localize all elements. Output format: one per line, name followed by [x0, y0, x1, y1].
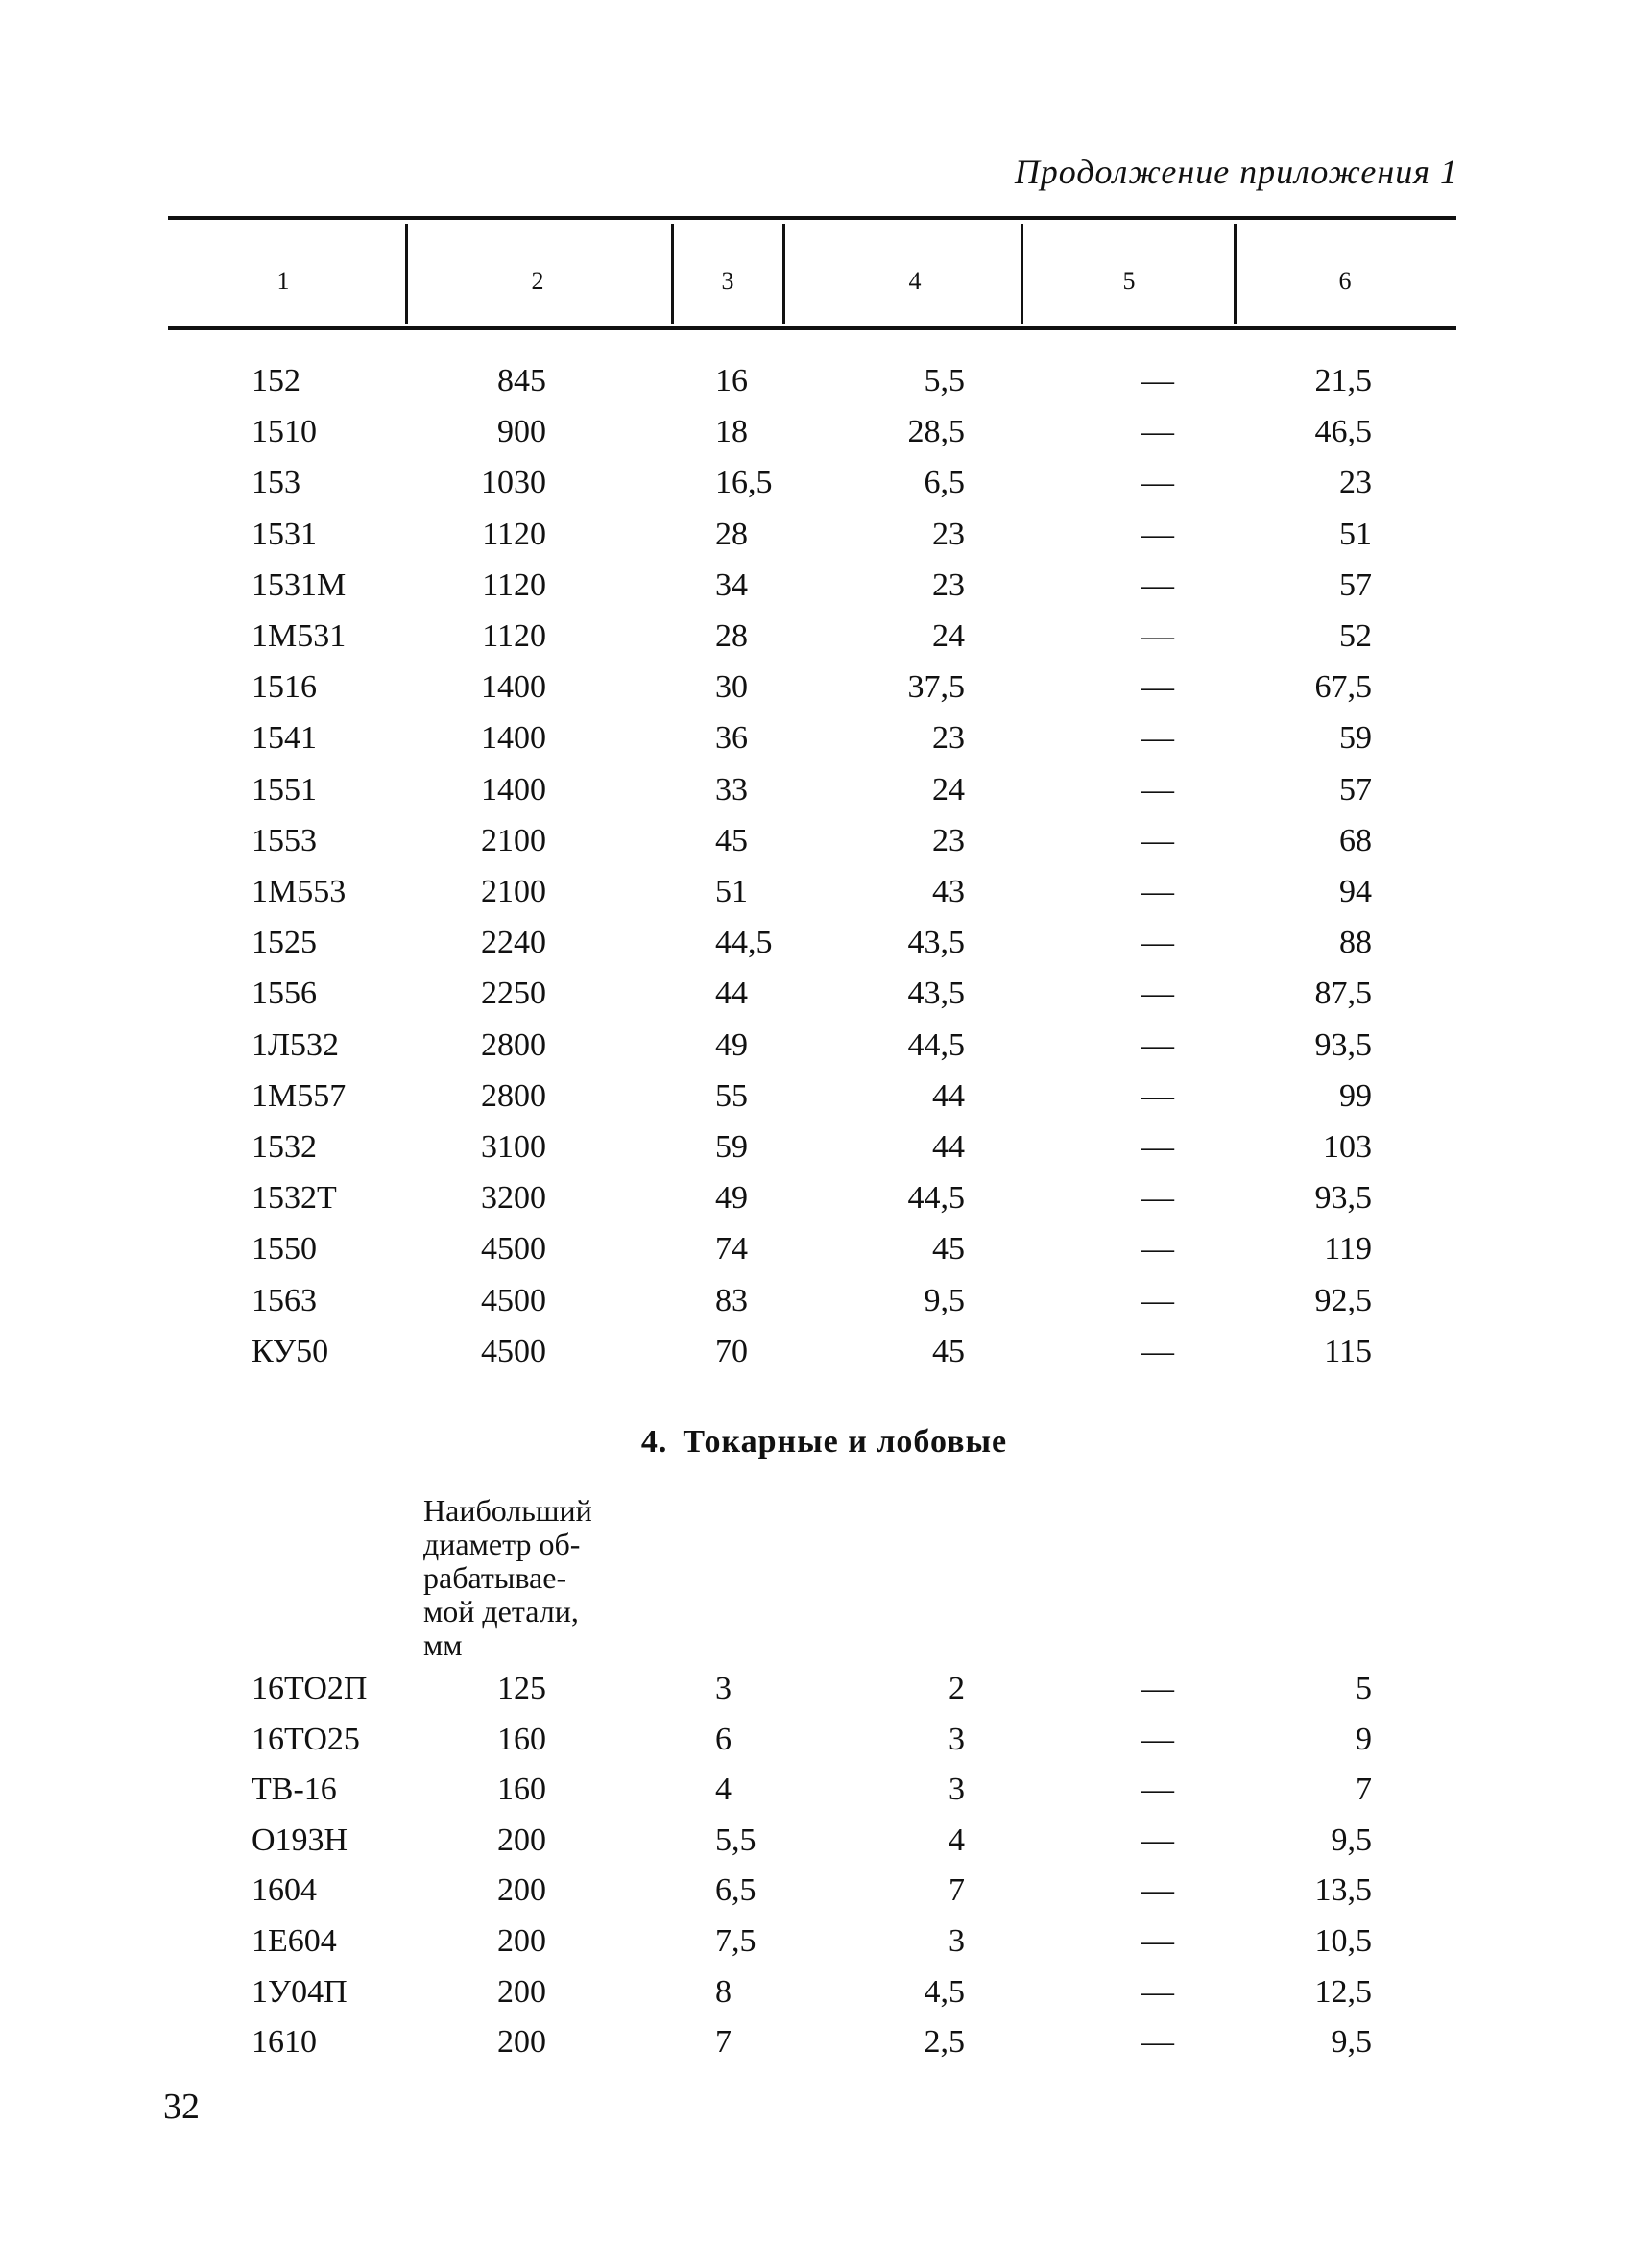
cell-col-5: — [1141, 618, 1174, 654]
cell-col-5: — [1141, 1772, 1174, 1808]
cell-col-2: 1400 [481, 669, 546, 706]
cell-col-5: — [1141, 771, 1174, 808]
cell-col-2: 200 [497, 2024, 546, 2061]
cell-col-3: 44 [715, 976, 748, 1012]
cell-col-2: 4500 [481, 1282, 546, 1318]
subheader-line: диаметр об- [423, 1527, 581, 1561]
cell-col-3: 49 [715, 1180, 748, 1217]
table-row [0, 618, 1633, 669]
cell-col-2: 200 [497, 1973, 546, 2010]
cell-col-4: 2 [949, 1671, 965, 1706]
cell-col-5: — [1141, 925, 1174, 961]
table-row [0, 517, 1633, 567]
cell-col-6: 103 [1323, 1129, 1372, 1165]
table-row [0, 1129, 1633, 1180]
cell-col-4: 4 [949, 1822, 965, 1858]
cell-col-2: 3200 [481, 1180, 546, 1217]
cell-col-3: 51 [715, 874, 748, 909]
cell-col-6: 94 [1339, 874, 1372, 909]
cell-col-1: 1604 [252, 1872, 317, 1909]
cell-col-2: 4500 [481, 1231, 546, 1267]
table-row [0, 772, 1633, 823]
cell-col-1: 1550 [252, 1231, 317, 1267]
table-row [0, 465, 1633, 516]
cell-col-2: 1030 [481, 465, 546, 501]
cell-col-6: 51 [1339, 516, 1372, 552]
cell-col-1: 1М557 [252, 1077, 347, 1114]
cell-col-6: 9,5 [1331, 1822, 1372, 1858]
cell-col-5: — [1141, 822, 1174, 858]
cell-col-3: 6 [715, 1721, 732, 1757]
cell-col-6: 115 [1324, 1333, 1372, 1369]
cell-col-3: 16 [715, 363, 748, 398]
table-row [0, 363, 1633, 414]
table-row [0, 823, 1633, 874]
cell-col-1: 1510 [252, 414, 317, 450]
cell-col-6: 68 [1339, 822, 1372, 858]
continuation-heading: Продолжение приложения 1 [1014, 153, 1458, 191]
cell-col-6: 9,5 [1331, 2024, 1372, 2061]
cell-col-6: 23 [1339, 465, 1372, 501]
cell-col-2: 200 [497, 1872, 546, 1909]
cell-col-4: 44,5 [907, 1180, 965, 1217]
cell-col-2: 1400 [481, 771, 546, 808]
cell-col-6: 93,5 [1314, 1180, 1372, 1217]
table-row [0, 976, 1633, 1026]
cell-col-3: 28 [715, 618, 748, 654]
cell-col-6: 12,5 [1314, 1973, 1372, 2010]
table-row [0, 414, 1633, 465]
cell-col-1: 1610 [252, 2024, 317, 2061]
table-row [0, 1283, 1633, 1334]
cell-col-5: — [1141, 567, 1174, 603]
cell-col-6: 93,5 [1314, 1026, 1372, 1063]
cell-col-3: 70 [715, 1333, 748, 1369]
cell-col-6: 57 [1339, 567, 1372, 603]
table-row [0, 1334, 1633, 1385]
table-header-rule [168, 326, 1456, 330]
column-2-subheader [423, 1494, 654, 1662]
cell-col-1: 16ТО25 [252, 1721, 360, 1757]
table-row [0, 1772, 1633, 1822]
cell-col-2: 160 [497, 1772, 546, 1808]
cell-col-6: 92,5 [1314, 1282, 1372, 1318]
cell-col-6: 59 [1339, 720, 1372, 757]
table-row [0, 669, 1633, 720]
cell-col-4: 3 [949, 1923, 965, 1959]
cell-col-3: 6,5 [715, 1872, 756, 1909]
cell-col-5: — [1141, 1822, 1174, 1858]
cell-col-5: — [1141, 1026, 1174, 1063]
cell-col-1: 1У04П [252, 1973, 348, 2010]
cell-col-1: 1Л532 [252, 1026, 340, 1063]
cell-col-1: 152 [252, 363, 300, 398]
cell-col-3: 83 [715, 1282, 748, 1318]
cell-col-4: 3 [949, 1772, 965, 1808]
cell-col-5: — [1141, 874, 1174, 909]
cell-col-1: 1М553 [252, 874, 347, 909]
cell-col-4: 43,5 [907, 925, 965, 961]
page-number: 32 [163, 2087, 200, 2127]
cell-col-2: 2240 [481, 925, 546, 961]
table-row [0, 1231, 1633, 1282]
cell-col-5: — [1141, 1333, 1174, 1369]
table-row [0, 1078, 1633, 1129]
cell-col-6: 99 [1339, 1077, 1372, 1114]
cell-col-3: 28 [715, 516, 748, 552]
cell-col-3: 49 [715, 1026, 748, 1063]
cell-col-4: 23 [932, 567, 965, 603]
cell-col-6: 46,5 [1314, 414, 1372, 450]
table-top-rule [168, 216, 1456, 220]
table-row [0, 1822, 1633, 1873]
cell-col-1: КУ50 [252, 1333, 329, 1369]
cell-col-2: 125 [497, 1671, 546, 1706]
cell-col-2: 2100 [481, 822, 546, 858]
cell-col-5: — [1141, 1077, 1174, 1114]
cell-col-1: 1516 [252, 669, 317, 706]
cell-col-3: 74 [715, 1231, 748, 1267]
cell-col-1: 1541 [252, 720, 317, 757]
cell-col-1: 1563 [252, 1282, 317, 1318]
column-header-2: 2 [531, 267, 544, 295]
cell-col-2: 4500 [481, 1333, 546, 1369]
cell-col-4: 23 [932, 516, 965, 552]
table-row [0, 720, 1633, 771]
column-header-3: 3 [721, 267, 734, 295]
table-row [0, 1027, 1633, 1078]
cell-col-1: О193Н [252, 1822, 348, 1858]
cell-col-3: 7,5 [715, 1923, 756, 1959]
section-name: Токарные и лобовые [683, 1424, 1008, 1460]
cell-col-5: — [1141, 2024, 1174, 2061]
cell-col-6: 7 [1356, 1772, 1372, 1808]
cell-col-4: 45 [932, 1333, 965, 1369]
table-row [0, 567, 1633, 618]
cell-col-6: 5 [1356, 1671, 1372, 1706]
cell-col-5: — [1141, 1973, 1174, 2010]
cell-col-3: 3 [715, 1671, 732, 1706]
table-row [0, 1671, 1633, 1722]
column-header-4: 4 [908, 267, 922, 295]
subheader-line: мм [423, 1628, 463, 1662]
cell-col-1: 1М531 [252, 618, 347, 654]
cell-col-1: 1525 [252, 925, 317, 961]
cell-col-1: 1553 [252, 822, 317, 858]
cell-col-5: — [1141, 1721, 1174, 1757]
table-row [0, 1722, 1633, 1773]
subheader-line: рабатывае- [423, 1560, 567, 1595]
table-row [0, 2024, 1633, 2075]
cell-col-1: 1Е604 [252, 1923, 337, 1959]
cell-col-5: — [1141, 976, 1174, 1012]
table-row [0, 1974, 1633, 2025]
cell-col-4: 7 [949, 1872, 965, 1909]
cell-col-3: 33 [715, 771, 748, 808]
cell-col-4: 43,5 [907, 976, 965, 1012]
cell-col-3: 55 [715, 1077, 748, 1114]
cell-col-4: 37,5 [907, 669, 965, 706]
cell-col-2: 1400 [481, 720, 546, 757]
cell-col-4: 44 [932, 1077, 965, 1114]
cell-col-3: 16,5 [715, 465, 773, 501]
cell-col-2: 1120 [482, 516, 546, 552]
column-header-1: 1 [276, 267, 290, 295]
cell-col-2: 845 [497, 363, 546, 398]
cell-col-2: 3100 [481, 1129, 546, 1165]
cell-col-3: 30 [715, 669, 748, 706]
cell-col-1: ТВ-16 [252, 1772, 337, 1808]
cell-col-3: 45 [715, 822, 748, 858]
cell-col-6: 119 [1324, 1231, 1372, 1267]
cell-col-4: 5,5 [924, 363, 965, 398]
cell-col-1: 16ТО2П [252, 1671, 368, 1706]
cell-col-4: 44 [932, 1129, 965, 1165]
table-row [0, 1923, 1633, 1974]
cell-col-4: 4,5 [924, 1973, 965, 2010]
cell-col-4: 6,5 [924, 465, 965, 501]
cell-col-3: 5,5 [715, 1822, 756, 1858]
cell-col-4: 23 [932, 720, 965, 757]
cell-col-3: 18 [715, 414, 748, 450]
cell-col-2: 2250 [481, 976, 546, 1012]
cell-col-3: 34 [715, 567, 748, 603]
cell-col-3: 59 [715, 1129, 748, 1165]
cell-col-2: 200 [497, 1923, 546, 1959]
cell-col-2: 1120 [482, 618, 546, 654]
cell-col-4: 2,5 [924, 2024, 965, 2061]
section-number: 4. [640, 1424, 668, 1460]
cell-col-2: 2100 [481, 874, 546, 909]
column-divider [671, 224, 674, 324]
cell-col-4: 24 [932, 771, 965, 808]
column-divider [1021, 224, 1023, 324]
cell-col-4: 23 [932, 822, 965, 858]
cell-col-4: 24 [932, 618, 965, 654]
cell-col-5: — [1141, 1872, 1174, 1909]
cell-col-1: 1532 [252, 1129, 317, 1165]
cell-col-4: 43 [932, 874, 965, 909]
column-header-6: 6 [1338, 267, 1352, 295]
cell-col-1: 1531М [252, 567, 347, 603]
column-divider [782, 224, 785, 324]
cell-col-6: 67,5 [1314, 669, 1372, 706]
cell-col-5: — [1141, 720, 1174, 757]
cell-col-2: 900 [497, 414, 546, 450]
cell-col-5: — [1141, 1923, 1174, 1959]
cell-col-5: — [1141, 1231, 1174, 1267]
cell-col-6: 9 [1356, 1721, 1372, 1757]
table-row [0, 925, 1633, 976]
column-header-5: 5 [1122, 267, 1136, 295]
column-divider [1234, 224, 1237, 324]
cell-col-6: 21,5 [1314, 363, 1372, 398]
cell-col-4: 3 [949, 1721, 965, 1757]
cell-col-5: — [1141, 1129, 1174, 1165]
cell-col-2: 160 [497, 1721, 546, 1757]
table-row [0, 1872, 1633, 1923]
cell-col-4: 44,5 [907, 1026, 965, 1063]
cell-col-2: 1120 [482, 567, 546, 603]
cell-col-3: 7 [715, 2024, 732, 2061]
cell-col-2: 2800 [481, 1026, 546, 1063]
cell-col-5: — [1141, 669, 1174, 706]
cell-col-5: — [1141, 1671, 1174, 1706]
cell-col-5: — [1141, 363, 1174, 398]
cell-col-4: 45 [932, 1231, 965, 1267]
cell-col-3: 8 [715, 1973, 732, 2010]
cell-col-3: 36 [715, 720, 748, 757]
cell-col-3: 44,5 [715, 925, 773, 961]
table-row [0, 1180, 1633, 1231]
cell-col-1: 1551 [252, 771, 317, 808]
cell-col-6: 87,5 [1314, 976, 1372, 1012]
cell-col-6: 88 [1339, 925, 1372, 961]
cell-col-5: — [1141, 1180, 1174, 1217]
cell-col-5: — [1141, 516, 1174, 552]
cell-col-5: — [1141, 414, 1174, 450]
cell-col-5: — [1141, 465, 1174, 501]
cell-col-6: 10,5 [1314, 1923, 1372, 1959]
column-divider [405, 224, 408, 324]
cell-col-2: 200 [497, 1822, 546, 1858]
cell-col-1: 1532Т [252, 1180, 337, 1217]
cell-col-6: 57 [1339, 771, 1372, 808]
subheader-line: Наибольший [423, 1493, 592, 1528]
cell-col-1: 1556 [252, 976, 317, 1012]
section-title [0, 1424, 1633, 1460]
cell-col-6: 52 [1339, 618, 1372, 654]
subheader-line: мой детали, [423, 1594, 579, 1629]
cell-col-1: 153 [252, 465, 300, 501]
cell-col-6: 13,5 [1314, 1872, 1372, 1909]
cell-col-5: — [1141, 1282, 1174, 1318]
cell-col-4: 9,5 [924, 1282, 965, 1318]
cell-col-1: 1531 [252, 516, 317, 552]
cell-col-4: 28,5 [907, 414, 965, 450]
cell-col-2: 2800 [481, 1077, 546, 1114]
table-row [0, 874, 1633, 925]
cell-col-3: 4 [715, 1772, 732, 1808]
